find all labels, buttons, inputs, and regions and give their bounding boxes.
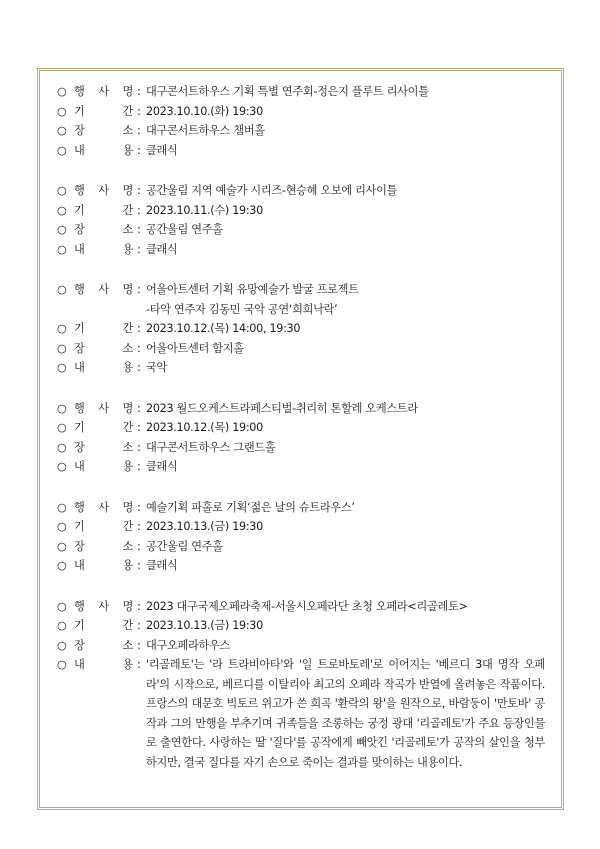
place-label: 장 소 [74,638,133,652]
colon: : [137,638,141,652]
date-label: 기 간 [74,322,133,335]
event-place: 공간울림 연주홀 [146,223,223,236]
event-date-row [57,616,549,636]
colon: : [137,341,141,355]
colon: : [137,460,141,473]
circle-bullet-icon: ○ [57,539,67,553]
event-name: 예술기획 파홀로 기획‘젊은 날의 슈트라우스’ [146,500,355,514]
event-date-row [57,418,549,438]
name-label: 행 사 명 [74,85,133,98]
event-name: 공간울림 지역 예술가 시리즈-현승혜 오보에 리사이틀 [146,184,398,197]
event-name: 2023 월드오케스트라페스티벌-취리히 톤할레 오케스트라 [146,401,418,415]
circle-bullet-icon: ○ [57,401,67,415]
event-date-row [57,102,549,122]
event-date: 2023.10.11.(수) 19:30 [146,203,263,217]
date-label: 기 간 [74,203,133,217]
content-label: 내 용 [74,559,133,572]
name-label: 행 사 명 [74,401,133,415]
event-content: 클래식 [146,242,178,256]
event-content-row [57,655,549,772]
circle-bullet-icon: ○ [57,223,67,236]
date-label: 기 간 [74,104,133,118]
event-place-row [57,636,549,656]
event-place: 대구오페라하우스 [146,638,231,652]
event-content: 클래식 [146,460,178,473]
event-name: 2023 대구국제오페라축제-서울시오페라단 초청 오페라<리골레토> [146,599,468,613]
circle-bullet-icon: ○ [57,104,67,118]
circle-bullet-icon: ○ [57,322,67,335]
circle-bullet-icon: ○ [57,242,67,256]
colon: : [137,242,141,256]
colon: : [137,223,141,236]
event-name-row [57,498,549,518]
colon: : [137,143,141,157]
event-name-row [57,399,549,419]
circle-bullet-icon: ○ [57,421,67,434]
circle-bullet-icon: ○ [57,559,67,572]
colon: : [137,619,141,632]
place-label: 장 소 [74,440,133,454]
event-place: 공간울림 연주홀 [146,539,223,553]
colon: : [137,283,141,296]
event-name-continuation: -타악 연주자 김동민 국악 공연‘희희낙락’ [146,302,338,316]
content-label: 내 용 [74,460,133,473]
place-label: 장 소 [74,124,133,137]
colon: : [137,124,141,137]
circle-bullet-icon: ○ [57,184,67,197]
place-label: 장 소 [74,341,133,355]
event-item [57,399,549,477]
event-content: 클래식 [146,559,178,572]
content-label: 내 용 [74,658,133,671]
event-item [57,181,549,259]
colon: : [137,184,141,197]
colon: : [137,85,141,98]
colon: : [137,421,141,434]
event-item [57,597,549,773]
circle-bullet-icon: ○ [57,124,67,137]
event-content-row [57,556,549,576]
circle-bullet-icon: ○ [57,460,67,473]
circle-bullet-icon: ○ [57,203,67,217]
colon: : [137,361,141,374]
event-date: 2023.10.12.(목) 14:00, 19:30 [146,322,301,335]
event-name-row [57,280,549,300]
circle-bullet-icon: ○ [57,658,67,671]
name-label: 행 사 명 [74,599,133,613]
colon: : [137,599,141,613]
event-place-row [57,339,549,359]
place-label: 장 소 [74,223,133,236]
event-item [57,498,549,576]
event-place: 대구콘서트하우스 그랜드홀 [146,440,276,454]
date-label: 기 간 [74,421,133,434]
event-content-row [57,358,549,378]
event-place-row [57,438,549,458]
event-name-row [57,82,549,102]
name-label: 행 사 명 [74,184,133,197]
event-date: 2023.10.13.(금) 19:30 [146,619,263,632]
colon: : [137,500,141,514]
event-content: 클래식 [146,143,178,157]
circle-bullet-icon: ○ [57,283,67,296]
event-content-row [57,457,549,477]
content-label: 내 용 [74,143,133,157]
event-description: '리골레토'는 '라 트라비아타'와 '일 트로바토레'로 이어지는 '베르디 3대 명작 오페라'의 시작으로, 베르디를 이탈리아 최고의 오페라 작곡가 반열에 올려놓은 작품이다. 프랑스의 대문호 빅토르 위고가 쓴 희곡 '환락의 왕'을 원작으로, 바람둥이 '만토바' 공작과 그의 만행을 부추기며 귀족들을 조롱하는 궁정 광대 '리골레토'가 주요 등장인물로 출연한다. 사랑하는 딸 '질다'를 공작에게 빼앗긴 '리골레토'가 공작의 살인을 청부하지만, 결국 질다를 자기 손으로 죽이는 결과를 맞이하는 내용이다. [146,658,545,769]
circle-bullet-icon: ○ [57,85,67,98]
event-name-row [57,597,549,617]
event-date-row [57,319,549,339]
colon: : [137,322,141,335]
event-date-row [57,201,549,221]
name-label: 행 사 명 [74,283,133,296]
colon: : [137,104,141,118]
name-label: 행 사 명 [74,500,133,514]
circle-bullet-icon: ○ [57,143,67,157]
event-place-row [57,220,549,240]
event-content: 국악 [146,361,168,374]
circle-bullet-icon: ○ [57,599,67,613]
colon: : [137,401,141,415]
event-content-row [57,141,549,161]
event-place: 대구콘서트하우스 챔버홀 [146,124,265,137]
event-item [57,280,549,378]
date-label: 기 간 [74,619,133,632]
circle-bullet-icon: ○ [57,619,67,632]
colon: : [137,658,141,671]
colon: : [137,203,141,217]
event-date: 2023.10.13.(금) 19:30 [146,520,263,533]
event-name: 대구콘서트하우스 기획 특별 연주회-정은지 플루트 리사이틀 [146,85,429,98]
event-name-row [57,181,549,201]
event-item [57,82,549,160]
date-label: 기 간 [74,520,133,533]
event-place-row [57,537,549,557]
circle-bullet-icon: ○ [57,361,67,374]
circle-bullet-icon: ○ [57,341,67,355]
place-label: 장 소 [74,539,133,553]
event-date: 2023.10.12.(목) 19:00 [146,421,263,434]
event-date-row [57,517,549,537]
event-list [57,82,549,793]
event-content-row [57,240,549,260]
event-place: 어울아트센터 함지홀 [146,341,244,355]
event-name: 어울아트센터 기획 유망예술가 발굴 프로젝트 [146,283,359,296]
circle-bullet-icon: ○ [57,520,67,533]
content-label: 내 용 [74,361,133,374]
event-place-row [57,121,549,141]
colon: : [137,520,141,533]
circle-bullet-icon: ○ [57,638,67,652]
event-date: 2023.10.10.(화) 19:30 [146,104,263,118]
circle-bullet-icon: ○ [57,440,67,454]
content-label: 내 용 [74,242,133,256]
colon: : [137,559,141,572]
colon: : [137,539,141,553]
colon: : [137,440,141,454]
circle-bullet-icon: ○ [57,500,67,514]
